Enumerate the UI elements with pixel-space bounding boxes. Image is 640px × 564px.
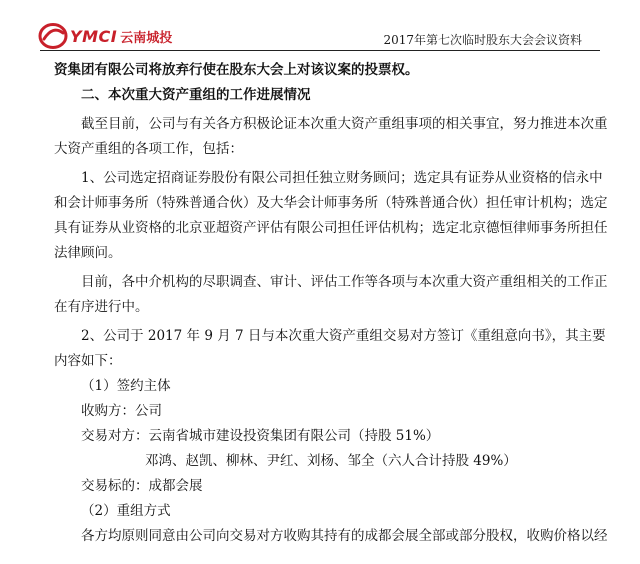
counterparty-line: 交易对方：云南省城市建设投资集团有限公司（持股 51%） bbox=[81, 428, 440, 444]
paragraph-current-status: 目前，各中介机构的尽职调查、审计、评估工作等各项与本次重大资产重组相关的工作正在有序进行中。 bbox=[54, 274, 608, 315]
paragraph-method: 各方均原则同意由公司向交易对方收购其持有的成都会展全部或部分股权，收购价格以经 bbox=[81, 528, 608, 544]
ymci-logo-icon bbox=[38, 22, 68, 50]
document-header-title: 2017年第七次临时股东大会会议资料 bbox=[383, 33, 582, 47]
subheading-restructuring-method: （2）重组方式 bbox=[81, 503, 171, 519]
paragraph-progress-intro: 截至目前，公司与有关各方积极论证本次重大资产重组事项的相关事宜，努力推进本次重大资产重组的各项工作，包括： bbox=[54, 116, 608, 157]
counterparty-individuals-line: 邓鸿、赵凯、柳林、尹红、刘杨、邹全（六人合计持股 49%） bbox=[145, 453, 517, 469]
target-line: 交易标的：成都会展 bbox=[81, 478, 203, 494]
carryover-line: 资集团有限公司将放弃行使在股东大会上对该议案的投票权。 bbox=[54, 62, 419, 78]
section-heading: 二、本次重大资产重组的工作进展情况 bbox=[81, 87, 311, 103]
company-logo bbox=[38, 22, 172, 50]
document-body bbox=[54, 58, 608, 549]
paragraph-intent-letter: 2、公司于 2017 年 9 月 7 日与本次重大资产重组交易对方签订《重组意向书》，其主要内容如下： bbox=[54, 328, 606, 369]
header-divider bbox=[40, 50, 600, 51]
subheading-parties: （1）签约主体 bbox=[81, 378, 171, 394]
buyer-line: 收购方：公司 bbox=[81, 403, 162, 419]
logo-chinese-text: 云南城投 bbox=[120, 30, 173, 46]
paragraph-intermediaries: 1、公司选定招商证券股份有限公司担任独立财务顾问；选定具有证券从业资格的信永中和会计师事务所（特殊普通合伙）及大华会计师事务所（特殊普通合伙）担任审计机构；选定具有证券从业资格的北京亚超资产评估有限公司担任评估机构；选定北京德恒律师事务所担任法律顾问。 bbox=[54, 170, 608, 261]
logo-text: YMCI bbox=[70, 26, 118, 46]
page-header bbox=[0, 0, 640, 60]
